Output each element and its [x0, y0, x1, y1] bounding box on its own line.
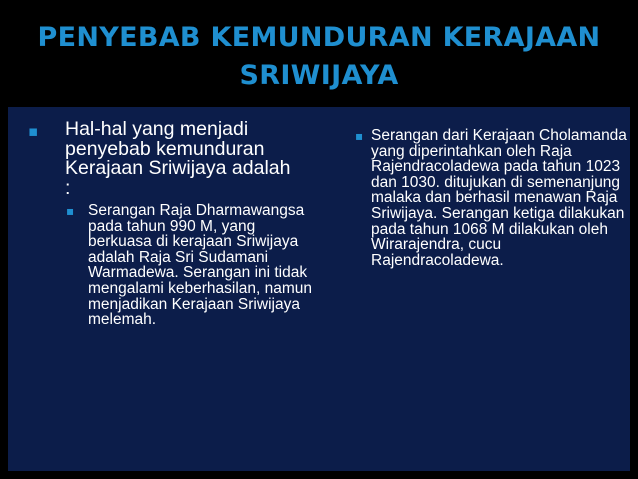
square-bullet-icon: ▪: [28, 122, 39, 140]
slide-title-line-1: PENYEBAB KEMUNDURAN KERAJAAN: [37, 21, 601, 53]
bullet-text-intro: Hal-hal yang menjadi penyebab kemunduran Kerajaan Sriwijaya adalah :: [65, 118, 291, 199]
sub-bullet-text-dharmawangsa: Serangan Raja Dharmawangsa pada tahun 990 M, yang berkuasa di kerajaan Sriwijaya adalah Raja Sri Sudamani Warmadewa. Serangan ini tidak mengalami keberhasilan, namun menjadikan Kerajaan Sriwijaya melemah.: [88, 202, 313, 329]
title-bar: [0, 0, 638, 107]
bullet-text-cholamanda: Serangan dari Kerajaan Cholamanda yang diperintahkan oleh Raja Rajendracoladewa pada tahun 1023 dan 1030. ditujukan di semenanjung malaka dan berhasil menawan Raja Sriwijaya. Serangan ketiga dilakukan pada tahun 1068 M dilakukan oleh Wirarajendra, cucu Rajendracoladewa.: [371, 127, 627, 269]
left-column: [28, 120, 328, 328]
bullet-item-intro: [28, 120, 328, 198]
bullet-item-cholamanda: [355, 128, 635, 268]
right-column: [355, 128, 635, 268]
slide-title-line-2: SRIWIJAYA: [239, 59, 399, 91]
square-bullet-icon: ▪: [66, 204, 75, 218]
square-bullet-icon: ▪: [355, 129, 364, 143]
sub-bullet-item-dharmawangsa: [28, 203, 328, 328]
